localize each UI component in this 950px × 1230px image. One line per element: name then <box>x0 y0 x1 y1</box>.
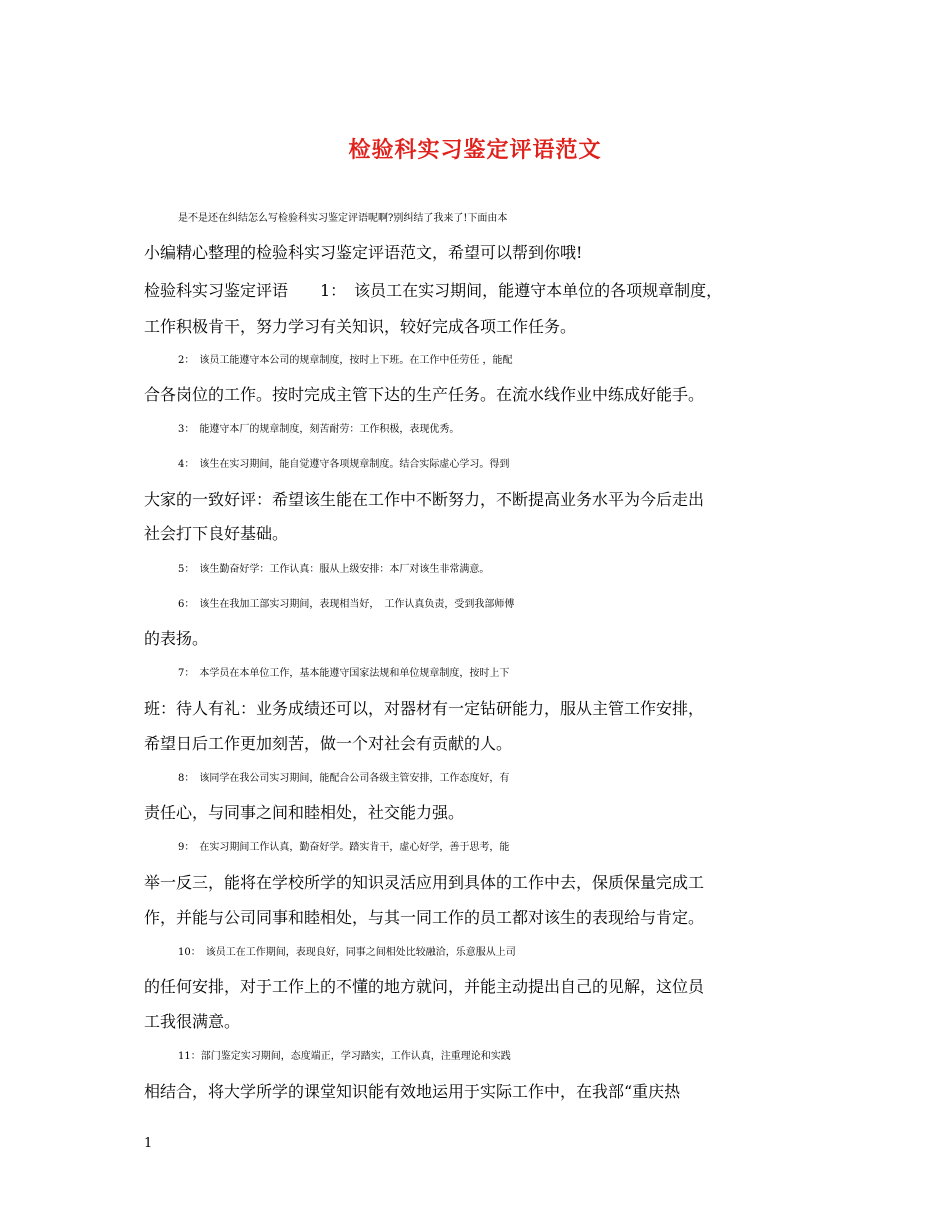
paragraph-line: 的表扬。 <box>144 629 209 648</box>
paragraph-line: 合各岗位的工作。按时完成主管下达的生产任务。在流水线作业中练成好能手。 <box>144 385 705 404</box>
paragraph-line: 举一反三，能将在学校所学的知识灵活应用到具体的工作中去，保质保量完成工 <box>144 873 705 892</box>
paragraph-line: 6： 该生在我加工部实习期间，表现相当好， 工作认真负责，受到我部师傅 <box>178 599 515 610</box>
paragraph-line: 检验科实习鉴定评语 1： 该员工在实习期间，能遵守本单位的各项规章制度， <box>144 281 723 300</box>
paragraph-line: 小编精心整理的检验科实习鉴定评语范文，希望可以帮到你哦! <box>144 243 583 262</box>
paragraph-line: 8： 该同学在我公司实习期间，能配合公司各级主管安排，工作态度好，有 <box>178 773 510 784</box>
paragraph-line: 相结合，将大学所学的课堂知识能有效地运用于实际工作中，在我部“重庆热 <box>144 1082 681 1101</box>
paragraph-line: 11：部门鉴定实习期间，态度端正，学习踏实，工作认真，注重理论和实践 <box>178 1051 511 1062</box>
paragraph-line: 4： 该生在实习期间，能自觉遵守各项规章制度。结合实际虚心学习。得到 <box>178 459 510 470</box>
paragraph-line: 工作积极肯干，努力学习有关知识，较好完成各项工作任务。 <box>144 317 577 336</box>
paragraph-line: 工我很满意。 <box>144 1012 241 1031</box>
paragraph-line: 作，并能与公司同事和睦相处，与其一同工作的员工都对该生的表现给与肯定。 <box>144 908 705 927</box>
paragraph-line: 3： 能遵守本厂的规章制度，刻苦耐劳：工作积极，表现优秀。 <box>178 424 460 435</box>
page-title: 检验科实习鉴定评语范文 <box>348 138 602 163</box>
paragraph-line: 7： 本学员在本单位工作，基本能遵守国家法规和单位规章制度，按时上下 <box>178 668 510 679</box>
paragraph-line: 责任心，与同事之间和睦相处，社交能力强。 <box>144 803 465 822</box>
paragraph-line: 5： 该生勤奋好学：工作认真：服从上级安排：本厂对该生非常满意。 <box>178 564 490 575</box>
paragraph-line: 希望日后工作更加刻苦，做一个对社会有贡献的人。 <box>144 734 513 753</box>
paragraph-line: 9： 在实习期间工作认真，勤奋好学。踏实肯干，虚心好学，善于思考，能 <box>178 842 510 853</box>
paragraph-line: 大家的一致好评：希望该生能在工作中不断努力，不断提高业务水平为今后走出 <box>144 490 705 509</box>
page-number: 1 <box>144 1136 153 1151</box>
paragraph-line: 2： 该员工能遵守本公司的规章制度，按时上下班。在工作中任劳任 ，能配 <box>178 355 513 366</box>
paragraph-line: 班：待人有礼：业务成绩还可以，对器材有一定钻研能力，服从主管工作安排， <box>144 699 705 718</box>
paragraph-line: 的任何安排，对于工作上的不懂的地方就问，并能主动提出自己的见解，这位员 <box>144 977 705 996</box>
paragraph-line: 是不是还在纠结怎么写检验科实习鉴定评语呢啊?别纠结了我来了!下面由本 <box>178 213 508 224</box>
paragraph-line: 10： 该员工在工作期间，表现良好，同事之间相处比较融洽，乐意服从上司 <box>178 947 516 958</box>
paragraph-line: 社会打下良好基础。 <box>144 524 289 543</box>
